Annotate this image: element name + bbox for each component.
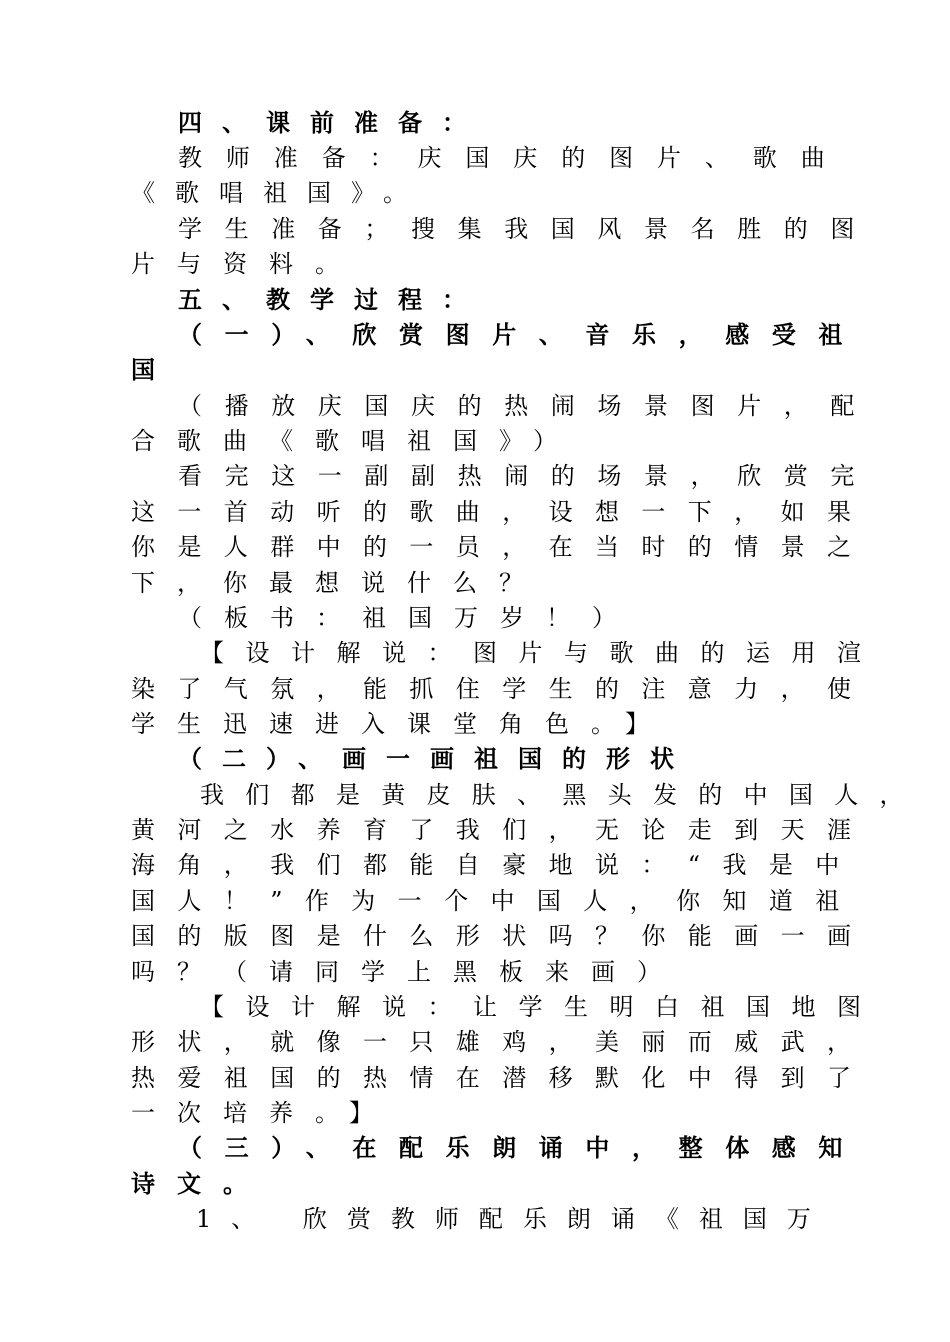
board-note: （板书：祖国万岁！） bbox=[178, 604, 638, 632]
design-note-line: 热爱祖国的热情在潜移默化中得到了 bbox=[131, 1064, 874, 1092]
subsection-heading-3: （三）、在配乐朗诵中，整体感知 bbox=[178, 1133, 865, 1162]
paragraph-line: 《歌唱祖国》。 bbox=[131, 179, 427, 207]
list-item-1: 1、 欣赏教师配乐朗诵《祖国万 bbox=[196, 1205, 831, 1233]
paragraph-line: 我们都是黄皮肤、黑头发的中国人， bbox=[200, 781, 925, 809]
paragraph-line: 这一首动听的歌曲，设想一下，如果 bbox=[131, 498, 874, 526]
subsection-heading-2: （二）、画一画祖国的形状 bbox=[178, 744, 694, 773]
design-note-line: 形状，就像一只雄鸡，美丽而威武， bbox=[131, 1028, 874, 1056]
design-note-line: 【设计解说：图片与歌曲的运用渲 bbox=[200, 639, 883, 667]
paragraph-line: 片与资料。 bbox=[131, 250, 361, 278]
subsection-heading-1-cont: 国 bbox=[131, 355, 155, 384]
paragraph-line: 国人！”作为一个中国人，你知道祖 bbox=[131, 887, 862, 915]
paragraph-line: 海角，我们都能自豪地说：“我是中 bbox=[131, 851, 862, 879]
paragraph-line: （播放庆国庆的热闹场景图片，配 bbox=[178, 392, 877, 420]
subsection-heading-1: （一）、欣赏图片、音乐，感受祖 bbox=[178, 320, 865, 349]
design-note-line: 【设计解说：让学生明白祖国地图 bbox=[200, 993, 883, 1021]
paragraph-line: 吗？（请同学上黑板来画） bbox=[131, 958, 683, 986]
design-note-line: 染了气氛，能抓住学生的注意力，使 bbox=[131, 675, 874, 703]
paragraph-line: 你是人群中的一员，在当时的情景之 bbox=[131, 533, 874, 561]
paragraph-line: 看完这一副副热闹的场景，欣赏完 bbox=[178, 462, 877, 490]
paragraph-line: 学生准备；搜集我国风景名胜的图 bbox=[178, 215, 877, 243]
subsection-heading-3-cont: 诗文。 bbox=[131, 1169, 269, 1198]
paragraph-line: 下，你最想说什么？ bbox=[131, 569, 545, 597]
section-heading-process: 五、教学过程： bbox=[178, 285, 486, 314]
paragraph-line: 教师准备：庆国庆的图片、歌曲 bbox=[178, 144, 849, 172]
paragraph-line: 黄河之水养育了我们，无论走到天涯 bbox=[131, 816, 874, 844]
paragraph-line: 国的版图是什么形状吗？你能画一画 bbox=[131, 922, 874, 950]
design-note-line: 学生迅速进入课堂角色。】 bbox=[131, 710, 671, 738]
paragraph-line: 合歌曲《歌唱祖国》） bbox=[131, 427, 579, 455]
design-note-line: 一次培养。】 bbox=[131, 1099, 395, 1127]
section-heading-preparation: 四、课前准备： bbox=[178, 108, 486, 137]
